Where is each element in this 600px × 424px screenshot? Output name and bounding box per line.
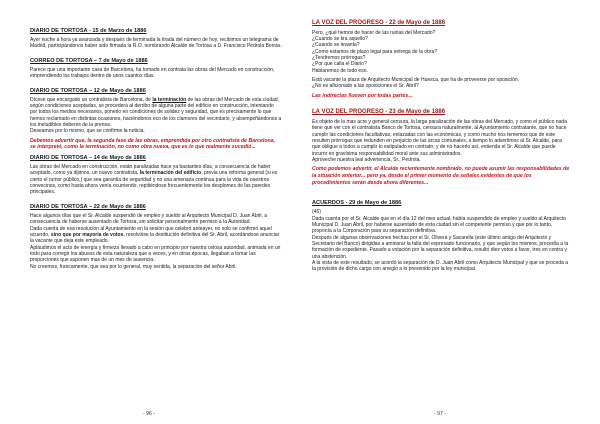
body-text: Las obras del Mercado en construcción, están paralizadas hace ya bastantes días, a consecuencia de haber aceptado, como ya dijimos, un nuevo contratista, [30, 164, 271, 177]
section-body [30, 213, 282, 270]
section-body [30, 164, 282, 196]
section-body: Parece que una importante casa de Barcelona, ha tomado en contrata las obras del Mercado en construcción, emprendiendo los trabajos dentro de unos cuantos días. [30, 66, 275, 80]
section-body: Ayer noche a hora ya avanzada y después de terminada la tirada del número de hoy, recibimos un telegrama de Madrid, participándonos haber sido firmada la R.O. nombrando Alcalde de Tortosa a D. Francisco Pedrola Borrás. [30, 37, 282, 50]
section-heading: ACUERDOS - 29 de Mayo de 1886 [312, 200, 402, 207]
question-list [312, 30, 570, 74]
section-heading: DIARIO DE TORTOSA – 14 de Mayo de 1886 [30, 154, 146, 161]
body-text: de las obras del Mercado de esta ciudad, según condiciones aceptadas, se procederá al derribo de alguna parte del edificio en construcción, intentando por todos los medios necesarios, ponerlo en condiciones de solidez y seguridad, que es precisamente lo que hemos reclamado en distintas ocasiones, haciéndonos eco de los clamores del vecindario, y alsempeñándonos a los ineludibles deberes de la prensa. Deseamos por lo mismo, que se confirme la noticia. [30, 96, 282, 135]
section-heading: DIARIO DE TORTOSA – 22 de Mayo de 1886 [30, 203, 146, 210]
body-text: , resolvióse la destitución definitiva del Sr. Abril, acordándose anunciar la vacante que deja este empleado. Apláudimos el acto de energía y firmeza llevado a cabo en principio por nuestra celosa autoridad, animada en un todo para corregir los abusos de esta naturaleza que a veces, y en otras épocas, llegaban a tomar las proporciones que suponen mas de un mes de ausencia. No creemos, francamente, que sea por lo general, muy sentida, la separación del señor Abril. [30, 231, 281, 270]
section-body: (46) Dada cuenta por el Sr. Alcalde que en el día 12 del mes actual, había suspendido de empleo y sueldo al Arquitecto Municipal D. Juan Abril, por haberse ausentado de esta ciudad sin el competente permiso y que por lo tanto, proponía a la Corporación para su separación definitiva. Después de algunas observaciones hechas por el Sr. Olivera y Sacarella (este último amigo del Arquitecto y Secretario del Banco) dirigidas a aminorar la falta del expresado funcionario, y que según los mismos, procedía a la formación de expediente. Pasado a votación por la separación definitiva, resultó diez votos a favor, tres en contra y una abstención. A la vista de este resultado, se acordó la separación de D. Juan Abril como Arquitecto Municipal y que se proceda a la provisión de dicho cargo con arreglo a lo prevenido por la ley municipal. [312, 209, 569, 273]
question-line: ¿Tendremos prórrogas? [312, 54, 366, 61]
question-line: Pero, ¿qué hemos de hacer de las ruinas del Mercado? [312, 29, 436, 36]
section-heading: DIARIO DE TORTOSA – 12 de Mayo de 1886 [30, 87, 146, 94]
body-text: , previa una reforma general (si es cierto el rumor público,) que sea garantía de seguridad y no una amenaza continua para la vida de nuestros convecinos, como hasta ahora venía ocurriendo, repitiéndose frecuentemente los desplomes de las paredes principales. [30, 170, 278, 196]
section-body [30, 97, 282, 135]
section-heading: LA VOZ DEL PROGRESO - 23 de Mayo de 1886 [312, 109, 446, 116]
body-text: Hace algunos días que el Sr. Alcalde suspendió de empleo y sueldo al Arquitecto Municipal D. Juan Abril, a consecuencia de haberse ausentado de Tortosa, sin solicitar personalmente permiso a la Autoridad. Dada cuenta de esa resolución al Ayuntamiento en la sesión que celebró anteayer, no solo se confirmó aquel acuerdo, [30, 212, 272, 238]
question-line: ¿Por que calla el Diario? [312, 61, 367, 68]
section-heading: DIARIO DE TORTOSA - 15 de Marzo de 1886 [30, 28, 147, 34]
page-number: - 97 - [434, 411, 447, 418]
section-heading: CORREO DE TORTOSA – 7 de Mayo de 1886 [30, 57, 148, 64]
section-body: Es objeto de la mas acre y general censura, la larga paralización de las obras del Mercado, y como el público nada tiene que ver con el contratista Banco de Tortosa, censura naturalmente, al Ayuntamiento contratante, que no hace cumplir las condiciones facultativas, enlazadas con las económicas, y como mucho nos tememos que de este resulten prórrogas que redunden en perjuicio de las arcas comunales, a tiempo lo advertimos al Sr. Alcalde, para que obligue a todos a cumplir lo estipulado en contrato; y de no hacerlo así, entienda el Sr. Alcalde que puede incurrir en gravísima responsabilidad moral ante sus administrados. Aproveche nuestra leal advertencia, Sr., Pedrola. [312, 118, 567, 163]
body-emphasis: la terminación del edificio [139, 170, 202, 177]
body-emphasis: la terminación [152, 96, 187, 103]
body-text: Dícese que encargado un contratista de Barcelona, de [30, 96, 153, 103]
section-body: Está vacante la plaza de Arquitecto Municipal de Huesca, que ha de proveerse por oposición. ¿No es aficionado a las oposiciones el Sr. Abril? [312, 77, 520, 90]
right-page [300, 0, 600, 424]
editorial-comment: Como podemos advertir, el Alcalde recientemente nombrado, no puede asumir las responsabilidades de la situación anterior... pero ya, desde el primer momento da señales evidentes de que los procedimientos serán desde ahora diferentes... [312, 166, 570, 186]
question-line: ¿Cuando se levanta? [312, 42, 360, 49]
editorial-comment: Debemos advertir que, la segunda fase de las obras, emprendida por otro contratista de Barcelona, se interpretó, como la terminación, no como obra nueva, que es lo que realmente sucedió... [30, 137, 276, 151]
section-heading: LA VOZ DEL PROGRESO - 22 de Mayo de 1886 [312, 20, 446, 26]
body-emphasis: sino que por mayoría de votos [50, 231, 124, 238]
editorial-comment: Las indirectas llueven por todas partes... [312, 92, 413, 99]
question-line: ¿Como estamos de plazo legal para entrega de la obra? [312, 48, 438, 55]
page-number: - 96 - [143, 411, 156, 418]
question-line: Hablaremos de todo eso. [312, 67, 368, 74]
question-line: ¿Cuando se tira aquello? [312, 35, 368, 42]
